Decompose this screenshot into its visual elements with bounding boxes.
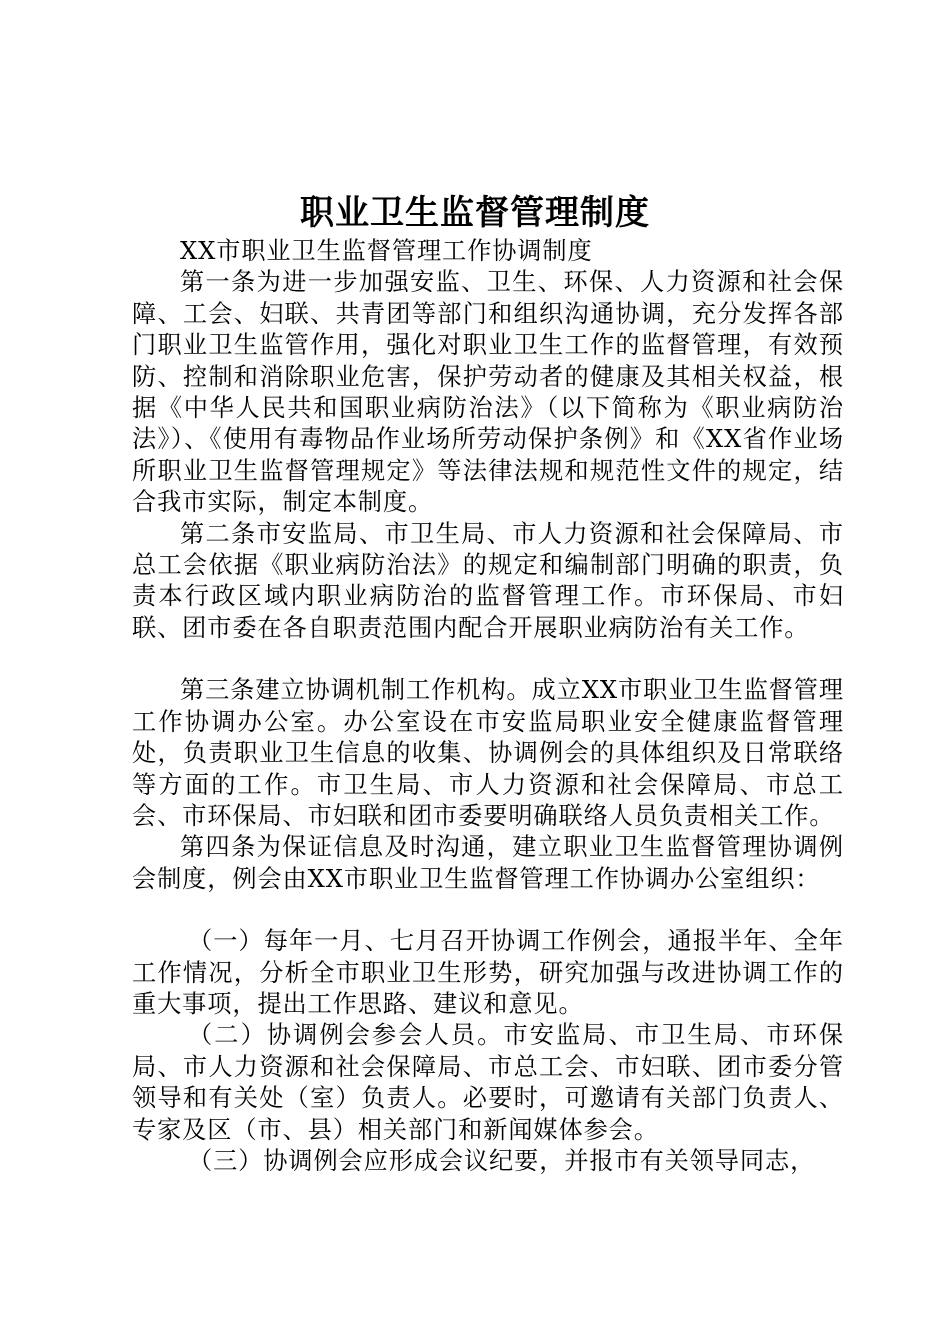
item-2-paragraph: （二）协调例会参会人员。市安监局、市卫生局、市环保局、市人力资源和社会保障局、市总工会、市妇联、团市委分管领导和有关处（室）负责人。必要时，可邀请有关部门负责人、专家及区（市、县）相关部门和新闻媒体参会。 <box>132 1021 844 1144</box>
item-3-paragraph: （三）协调例会应形成会议纪要，并报市有关领导同志， <box>188 1146 816 1175</box>
item-1-paragraph: （一）每年一月、七月召开协调工作例会，通报半年、全年工作情况，分析全市职业卫生形势，研究加强与改进协调工作的重大事项，提出工作思路、建议和意见。 <box>132 927 844 1018</box>
article-3-paragraph: 第三条建立协调机制工作机构。成立XX市职业卫生监督管理工作协调办公室。办公室设在市安监局职业安全健康监督管理处，负责职业卫生信息的收集、协调例会的具体组织及日常联络等方面的工作。市卫生局、市人力资源和社会保障局、市总工会、市环保局、市妇联和团市委要明确联络人员负责相关工作。 <box>132 676 844 830</box>
article-4-paragraph: 第四条为保证信息及时沟通，建立职业卫生监督管理协调例会制度，例会由XX市职业卫生监督管理工作协调办公室组织： <box>132 833 844 893</box>
document-body <box>132 236 844 1177</box>
subtitle-paragraph: XX市职业卫生监督管理工作协调制度 <box>180 237 593 265</box>
article-1-paragraph: 第一条为进一步加强安监、卫生、环保、人力资源和社会保障、工会、妇联、共青团等部门和组织沟通协调，充分发挥各部门职业卫生监管作用，强化对职业卫生工作的监督管理，有效预防、控制和消除职业危害，保护劳动者的健康及其相关权益，根据《中华人民共和国职业病防治法》（以下简称为《职业病防治法》）、《使用有毒物品作业场所劳动保护条例》和《XX省作业场所职业卫生监督管理规定》等法律法规和规范性文件的规定，结合我市实际，制定本制度。 <box>132 268 844 517</box>
article-2-paragraph: 第二条市安监局、市卫生局、市人力资源和社会保障局、市总工会依据《职业病防治法》的规定和编制部门明确的职责，负责本行政区域内职业病防治的监督管理工作。市环保局、市妇联、团市委在各自职责范围内配合开展职业病防治有关工作。 <box>132 519 844 642</box>
document-title: 职业卫生监督管理制度 <box>300 193 650 233</box>
